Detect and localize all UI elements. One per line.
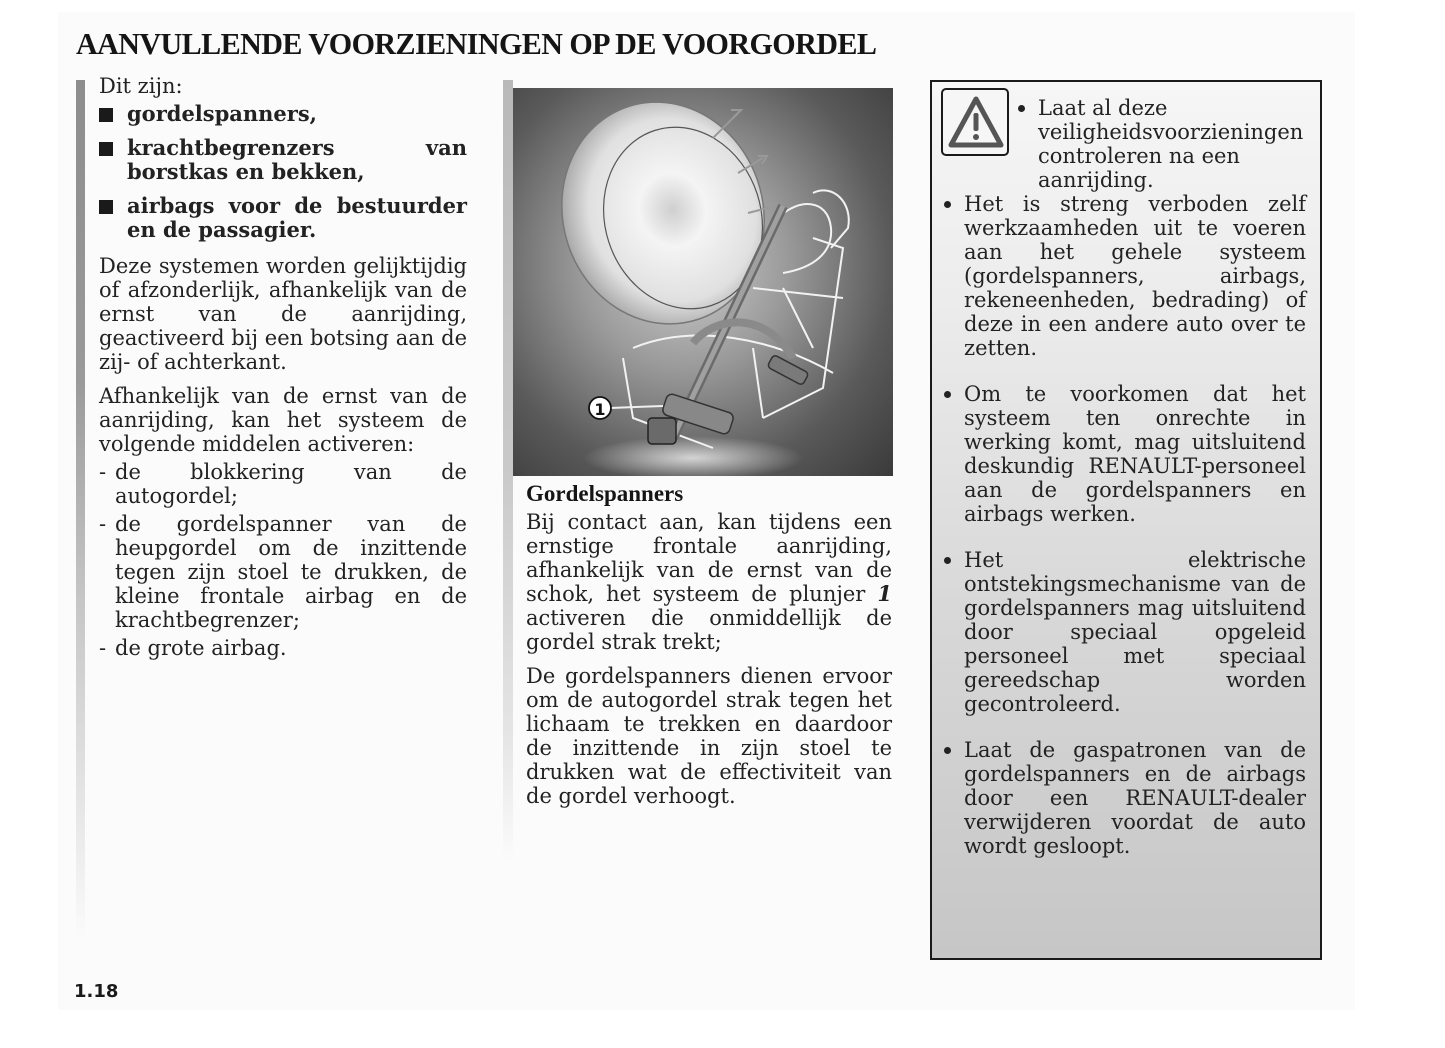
- feature-item: krachtbegrenzers van borstkas en bekken,: [99, 136, 467, 184]
- warning-item: Laat al deze veiligheidsvoorzieningen controleren na een aanrijding.: [1018, 96, 1306, 192]
- square-bullet-icon: [99, 108, 113, 122]
- intro-text: Dit zijn:: [99, 74, 183, 98]
- warning-box: [930, 80, 1322, 960]
- warning-item: Om te voorkomen dat het systeem ten onrechte in werking komt, mag uitsluitend deskundig RENAULT-personeel aan de gordelspanners en airbags werken.: [944, 382, 1306, 526]
- section-heading: Gordelspanners: [526, 481, 684, 506]
- seat-airbag-drawing-icon: [513, 88, 893, 476]
- feature-item: airbags voor de bestuurder en de passagier.: [99, 194, 467, 242]
- feature-list: [99, 102, 467, 242]
- warning-icon-frame: [941, 88, 1009, 156]
- warning-item: Laat de gaspatronen van de gordelspanners en de airbags door een RENAULT-dealer verwijderen voordat de auto wordt gesloopt.: [944, 738, 1306, 858]
- warning-item: Het is streng verboden zelf werkzaamheden uit te voeren aan het gehele systeem (gordelspanners, airbags, rekeneenheden, bedrading) of deze in een andere auto over te zetten.: [944, 192, 1306, 360]
- page-number: 1.18: [74, 981, 119, 1002]
- square-bullet-icon: [99, 142, 113, 156]
- warning-triangle-icon: [948, 95, 1004, 149]
- middle-column: [526, 482, 892, 818]
- activation-paragraph: Afhankelijk van de ernst van de aanrijding, kan het systeem de volgende middelen activeren:: [99, 384, 467, 456]
- square-bullet-icon: [99, 200, 113, 214]
- plunger-reference: 1: [877, 581, 892, 606]
- airbag-pretensioner-illustration: [513, 88, 893, 476]
- svg-text:1: 1: [594, 400, 606, 419]
- bullet-dot-icon: [1018, 105, 1025, 112]
- page-title: AANVULLENDE VOORZIENINGEN OP DE VOORGORDEL: [76, 26, 877, 61]
- activation-item: - de gordelspanner van de heupgordel om de inzittende tegen zijn stoel te drukken, de kleine frontale airbag en de krachtbegrenzer;: [99, 512, 467, 632]
- middle-margin-bar: [503, 80, 513, 860]
- bullet-dot-icon: [944, 391, 951, 398]
- pretensioner-purpose-paragraph: De gordelspanners dienen ervoor om de autogordel strak tegen het lichaam te trekken en daardoor de inzittende in zijn stoel te drukken wat de effectiviteit van de gordel verhoogt.: [526, 664, 892, 808]
- pretensioner-paragraph: Bij contact aan, kan tijdens een ernstige frontale aanrijding, afhankelijk van de ernst van de schok, het systeem de plunjer 1 activeren die onmiddellijk de gordel strak trekt;: [526, 510, 892, 654]
- bullet-dot-icon: [944, 201, 951, 208]
- systems-paragraph: Deze systemen worden gelijktijdig of afzonderlijk, afhankelijk van de ernst van de aanrijding, geactiveerd bij een botsing aan de zij- of achterkant.: [99, 254, 467, 374]
- bullet-dot-icon: [944, 747, 951, 754]
- activation-item: - de grote airbag.: [99, 636, 287, 660]
- activation-list: [99, 460, 467, 660]
- feature-item: gordelspanners,: [99, 102, 467, 126]
- left-margin-bar: [76, 80, 85, 940]
- warning-item: Het elektrische ontstekingsmechanisme van de gordelspanners mag uitsluitend door speciaal opgeleid personeel met speciaal gereedschap worden gecontroleerd.: [944, 548, 1306, 716]
- warning-list: [944, 192, 1306, 880]
- left-column: [99, 74, 467, 664]
- activation-item: - de blokkering van de autogordel;: [99, 460, 467, 508]
- bullet-dot-icon: [944, 557, 951, 564]
